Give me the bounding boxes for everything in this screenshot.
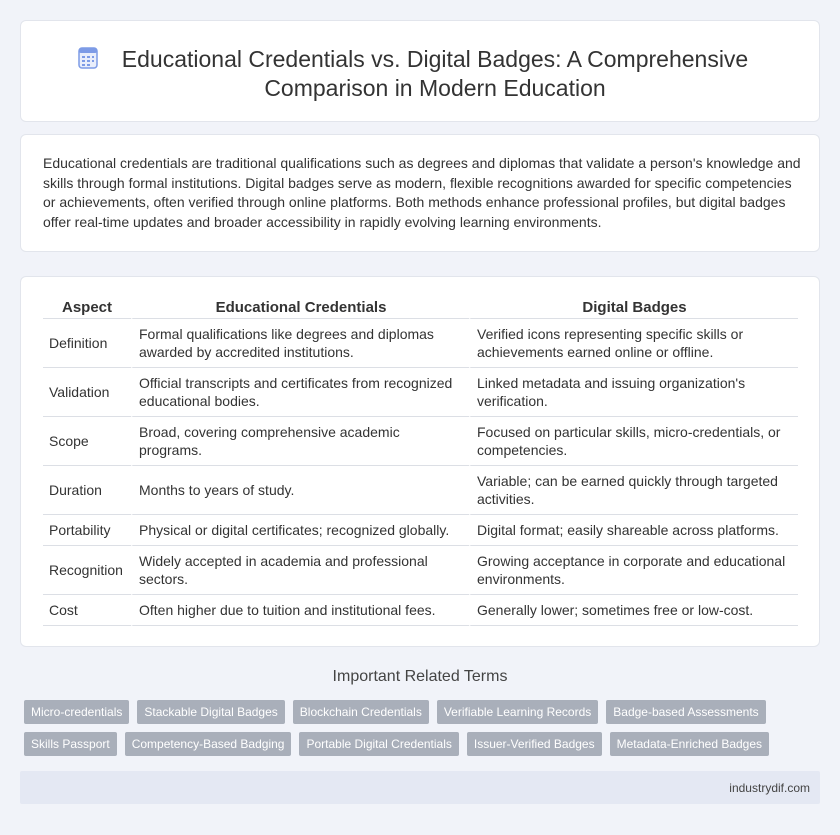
table-row (43, 368, 798, 417)
tag-link[interactable]: Skills Passport (24, 732, 117, 756)
header-educational-credentials: Educational Credentials (131, 297, 469, 319)
header-aspect: Aspect (43, 297, 131, 319)
aspect-cell: Definition (43, 319, 131, 368)
aspect-cell: Portability (43, 515, 131, 546)
tag-link[interactable]: Competency-Based Badging (125, 732, 292, 756)
credentials-cell: Official transcripts and certificates from recognized educational bodies. (131, 368, 469, 417)
title-card (20, 20, 820, 122)
table-row (43, 417, 798, 466)
badges-cell: Generally lower; sometimes free or low-cost. (469, 595, 798, 626)
table-row (43, 319, 798, 368)
intro-card (20, 134, 820, 252)
badges-cell: Variable; can be earned quickly through targeted activities. (469, 466, 798, 515)
aspect-cell: Recognition (43, 546, 131, 595)
comparison-table (43, 297, 798, 626)
table-header-row (43, 297, 798, 319)
badges-cell: Linked metadata and issuing organization's verification. (469, 368, 798, 417)
credentials-cell: Often higher due to tuition and institutional fees. (131, 595, 469, 626)
page-title: Educational Credentials vs. Digital Badges: A Comprehensive Comparison in Modern Education (121, 46, 749, 101)
table-row (43, 515, 798, 546)
tag-row (24, 732, 804, 756)
tag-link[interactable]: Badge-based Assessments (606, 700, 765, 724)
credentials-cell: Physical or digital certificates; recognized globally. (131, 515, 469, 546)
tag-row (24, 700, 804, 724)
table-row (43, 595, 798, 626)
related-terms-tags (24, 700, 804, 764)
credentials-cell: Widely accepted in academia and professional sectors. (131, 546, 469, 595)
aspect-cell: Cost (43, 595, 131, 626)
tag-link[interactable]: Stackable Digital Badges (137, 700, 284, 724)
header-digital-badges: Digital Badges (469, 297, 798, 319)
aspect-cell: Validation (43, 368, 131, 417)
badges-cell: Growing acceptance in corporate and educational environments. (469, 546, 798, 595)
credentials-cell: Broad, covering comprehensive academic programs. (131, 417, 469, 466)
tag-link[interactable]: Micro-credentials (24, 700, 129, 724)
credentials-cell: Formal qualifications like degrees and diplomas awarded by accredited institutions. (131, 319, 469, 368)
badges-cell: Digital format; easily shareable across platforms. (469, 515, 798, 546)
tag-link[interactable]: Issuer-Verified Badges (467, 732, 602, 756)
badges-cell: Verified icons representing specific skills or achievements earned online or offline. (469, 319, 798, 368)
tag-link[interactable]: Portable Digital Credentials (299, 732, 458, 756)
comparison-table-card (20, 276, 820, 647)
footer-site[interactable]: industrydif.com (729, 781, 810, 795)
table-row (43, 546, 798, 595)
table-row (43, 466, 798, 515)
credentials-cell: Months to years of study. (131, 466, 469, 515)
aspect-cell: Scope (43, 417, 131, 466)
tag-link[interactable]: Metadata-Enriched Badges (610, 732, 769, 756)
badges-cell: Focused on particular skills, micro-credentials, or competencies. (469, 417, 798, 466)
footer (20, 771, 820, 804)
related-terms-title: Important Related Terms (332, 668, 508, 685)
tag-link[interactable]: Blockchain Credentials (293, 700, 429, 724)
intro-paragraph: Educational credentials are traditional qualifications such as degrees and diplomas that validate a person's knowledge and skills through formal institutions. Digital badges serve as modern, flexible recognitions awarded for specific competencies or achievements, often verified through online platforms. Both methods enhance professional profiles, but digital badges offer real-time updates and broader accessibility in rapidly evolving learning environments. (43, 155, 801, 230)
tag-link[interactable]: Verifiable Learning Records (437, 700, 598, 724)
aspect-cell: Duration (43, 466, 131, 515)
